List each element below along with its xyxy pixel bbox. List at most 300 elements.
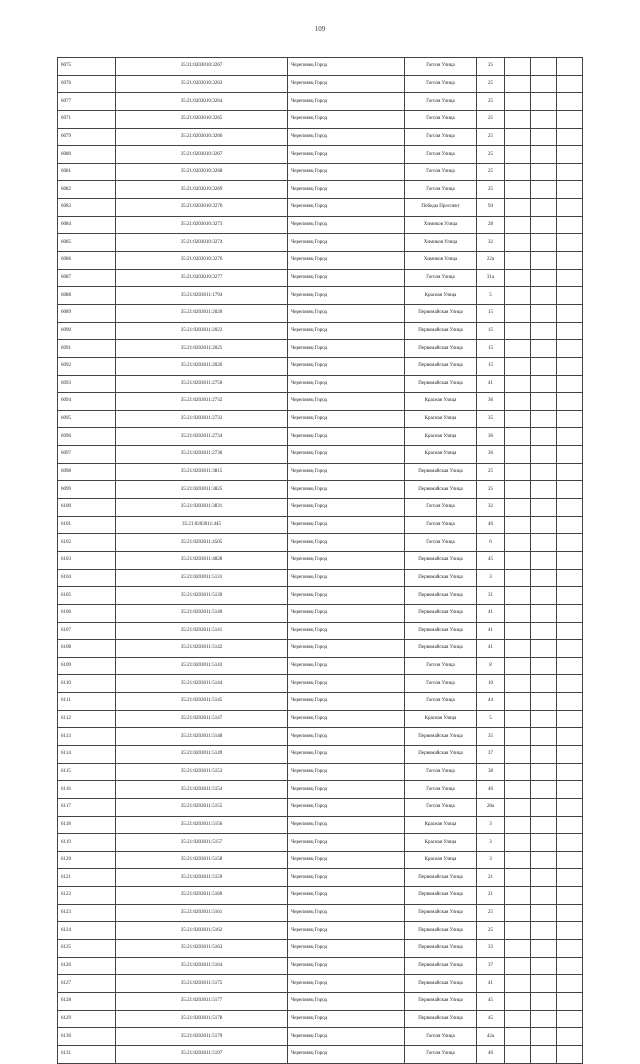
empty-cell	[505, 710, 531, 728]
empty-cell	[557, 957, 583, 975]
cadastral-number-cell: 35:21:0203011:5148	[116, 728, 288, 746]
empty-cell	[505, 446, 531, 464]
house-number-cell: 21	[477, 869, 505, 887]
row-number-cell: 6103	[58, 551, 116, 569]
empty-cell	[557, 304, 583, 322]
cadastral-number-cell: 35:21:0203011:5149	[116, 745, 288, 763]
street-cell: Химиков Улица	[405, 216, 477, 234]
settlement-cell: Череповец Город	[288, 357, 405, 375]
settlement-cell: Череповец Город	[288, 216, 405, 234]
empty-cell	[531, 587, 557, 605]
empty-cell	[531, 269, 557, 287]
settlement-cell: Череповец Город	[288, 992, 405, 1010]
settlement-cell: Череповец Город	[288, 58, 405, 76]
house-number-cell: 5	[477, 287, 505, 305]
empty-cell	[531, 216, 557, 234]
street-cell: Первомайская Улица	[405, 551, 477, 569]
empty-cell	[557, 551, 583, 569]
street-cell: Первомайская Улица	[405, 587, 477, 605]
row-number-cell: 6109	[58, 657, 116, 675]
street-cell: Гоголя Улица	[405, 516, 477, 534]
house-number-cell: 41	[477, 622, 505, 640]
empty-cell	[531, 763, 557, 781]
settlement-cell: Череповец Город	[288, 287, 405, 305]
empty-cell	[505, 234, 531, 252]
page-number: 109	[314, 25, 326, 33]
street-cell: Гоголя Улица	[405, 58, 477, 76]
empty-cell	[505, 481, 531, 499]
empty-cell	[557, 781, 583, 799]
empty-cell	[557, 199, 583, 217]
empty-cell	[531, 1010, 557, 1028]
row-number-cell: 6115	[58, 763, 116, 781]
row-number-cell: 6090	[58, 322, 116, 340]
empty-cell	[557, 410, 583, 428]
house-number-cell: 45	[477, 551, 505, 569]
street-cell: Первомайская Улица	[405, 640, 477, 658]
street-cell: Гоголя Улица	[405, 693, 477, 711]
row-number-cell: 6117	[58, 798, 116, 816]
row-number-cell: 6107	[58, 622, 116, 640]
settlement-cell: Череповец Город	[288, 622, 405, 640]
cadastral-number-cell: 35:21:0203010:3274	[116, 234, 288, 252]
table-body	[58, 58, 583, 1064]
street-cell: Первомайская Улица	[405, 357, 477, 375]
settlement-cell: Череповец Город	[288, 181, 405, 199]
empty-cell	[531, 199, 557, 217]
street-cell: Первомайская Улица	[405, 745, 477, 763]
empty-cell	[531, 904, 557, 922]
settlement-cell: Череповец Город	[288, 569, 405, 587]
settlement-cell: Череповец Город	[288, 640, 405, 658]
empty-cell	[557, 834, 583, 852]
house-number-cell: 31а	[477, 269, 505, 287]
empty-cell	[505, 640, 531, 658]
empty-cell	[557, 181, 583, 199]
empty-cell	[531, 675, 557, 693]
empty-cell	[505, 304, 531, 322]
empty-cell	[531, 851, 557, 869]
cadastral-number-cell: 35:21:0203011:3831	[116, 499, 288, 517]
empty-cell	[505, 922, 531, 940]
empty-cell	[531, 1028, 557, 1046]
cadastral-number-cell: 35:21:0203011:2732	[116, 393, 288, 411]
settlement-cell: Череповец Город	[288, 587, 405, 605]
empty-cell	[505, 781, 531, 799]
empty-cell	[557, 922, 583, 940]
empty-cell	[557, 269, 583, 287]
empty-cell	[505, 357, 531, 375]
table-row	[58, 657, 583, 675]
empty-cell	[505, 499, 531, 517]
house-number-cell: 3	[477, 834, 505, 852]
cadastral-number-cell: 35:21:0203010:3273	[116, 216, 288, 234]
empty-cell	[505, 93, 531, 111]
street-cell: Первомайская Улица	[405, 322, 477, 340]
empty-cell	[557, 146, 583, 164]
empty-cell	[557, 1045, 583, 1063]
settlement-cell: Череповец Город	[288, 869, 405, 887]
cadastral-number-cell: 35:21:0203011:5162	[116, 922, 288, 940]
settlement-cell: Череповец Город	[288, 534, 405, 552]
row-number-cell: 6096	[58, 428, 116, 446]
row-number-cell: 6111	[58, 693, 116, 711]
empty-cell	[531, 940, 557, 958]
empty-cell	[531, 58, 557, 76]
empty-cell	[531, 992, 557, 1010]
table-row	[58, 181, 583, 199]
cadastral-number-cell: 35:21:0203010:3268	[116, 163, 288, 181]
empty-cell	[557, 851, 583, 869]
street-cell: Первомайская Улица	[405, 304, 477, 322]
house-number-cell: 36	[477, 428, 505, 446]
street-cell: Первомайская Улица	[405, 887, 477, 905]
street-cell: Первомайская Улица	[405, 1010, 477, 1028]
table-row	[58, 745, 583, 763]
empty-cell	[557, 110, 583, 128]
empty-cell	[505, 887, 531, 905]
cadastral-number-cell: 35:21:0203010:3265	[116, 110, 288, 128]
settlement-cell: Череповец Город	[288, 710, 405, 728]
table-row	[58, 675, 583, 693]
empty-cell	[531, 516, 557, 534]
row-number-cell: 6093	[58, 375, 116, 393]
empty-cell	[557, 287, 583, 305]
house-number-cell: 22а	[477, 252, 505, 270]
empty-cell	[505, 798, 531, 816]
settlement-cell: Череповец Город	[288, 234, 405, 252]
empty-cell	[531, 287, 557, 305]
table-row	[58, 957, 583, 975]
cadastral-number-cell: 35:21:0203011:5153	[116, 763, 288, 781]
settlement-cell: Череповец Город	[288, 975, 405, 993]
row-number-cell: 6118	[58, 816, 116, 834]
street-cell: Первомайская Улица	[405, 922, 477, 940]
street-cell: Гоголя Улица	[405, 163, 477, 181]
row-number-cell: 6128	[58, 992, 116, 1010]
empty-cell	[505, 463, 531, 481]
empty-cell	[505, 252, 531, 270]
empty-cell	[557, 975, 583, 993]
row-number-cell: 6075	[58, 58, 116, 76]
empty-cell	[531, 569, 557, 587]
house-number-cell: 45	[477, 992, 505, 1010]
house-number-cell: 25	[477, 128, 505, 146]
table-row	[58, 569, 583, 587]
settlement-cell: Череповец Город	[288, 199, 405, 217]
cadastral-number-cell: 35:21:0203010:3276	[116, 252, 288, 270]
table-row	[58, 446, 583, 464]
street-cell: Первомайская Улица	[405, 904, 477, 922]
empty-cell	[557, 499, 583, 517]
empty-cell	[505, 587, 531, 605]
empty-cell	[505, 146, 531, 164]
empty-cell	[557, 728, 583, 746]
empty-cell	[557, 887, 583, 905]
empty-cell	[557, 216, 583, 234]
empty-cell	[557, 428, 583, 446]
empty-cell	[557, 1028, 583, 1046]
street-cell: Гоголя Улица	[405, 657, 477, 675]
house-number-cell: 32	[477, 499, 505, 517]
row-number-cell: 6116	[58, 781, 116, 799]
empty-cell	[557, 992, 583, 1010]
empty-cell	[505, 516, 531, 534]
street-cell: Первомайская Улица	[405, 463, 477, 481]
settlement-cell: Череповец Город	[288, 93, 405, 111]
empty-cell	[505, 163, 531, 181]
row-number-cell: 6091	[58, 340, 116, 358]
empty-cell	[505, 745, 531, 763]
table-row	[58, 604, 583, 622]
empty-cell	[531, 834, 557, 852]
empty-cell	[557, 869, 583, 887]
empty-cell	[557, 234, 583, 252]
row-number-cell: 6100	[58, 499, 116, 517]
street-cell: Красная Улица	[405, 851, 477, 869]
cadastral-number-cell: 35:21:0203010:3267	[116, 146, 288, 164]
empty-cell	[557, 128, 583, 146]
row-number-cell: 6102	[58, 534, 116, 552]
street-cell: Химиков Улица	[405, 252, 477, 270]
cadastral-number-cell: 35:21:0203010:3270	[116, 199, 288, 217]
settlement-cell: Череповец Город	[288, 393, 405, 411]
empty-cell	[505, 534, 531, 552]
row-number-cell: 6106	[58, 604, 116, 622]
empty-cell	[531, 304, 557, 322]
row-number-cell: 6083	[58, 199, 116, 217]
settlement-cell: Череповец Город	[288, 851, 405, 869]
table-row	[58, 816, 583, 834]
house-number-cell: 42а	[477, 1028, 505, 1046]
settlement-cell: Череповец Город	[288, 375, 405, 393]
settlement-cell: Череповец Город	[288, 1045, 405, 1063]
empty-cell	[557, 693, 583, 711]
settlement-cell: Череповец Город	[288, 940, 405, 958]
empty-cell	[557, 58, 583, 76]
row-number-cell: 6087	[58, 269, 116, 287]
house-number-cell: 15	[477, 304, 505, 322]
cadastral-number-cell: 35:21:0203011:5177	[116, 992, 288, 1010]
street-cell: Гоголя Улица	[405, 763, 477, 781]
empty-cell	[505, 693, 531, 711]
row-number-cell: 6127	[58, 975, 116, 993]
empty-cell	[505, 869, 531, 887]
street-cell: Красная Улица	[405, 393, 477, 411]
house-number-cell: 25	[477, 904, 505, 922]
empty-cell	[505, 1045, 531, 1063]
empty-cell	[531, 798, 557, 816]
row-number-cell: 6088	[58, 287, 116, 305]
street-cell: Первомайская Улица	[405, 940, 477, 958]
empty-cell	[531, 534, 557, 552]
row-number-cell: 6125	[58, 940, 116, 958]
table-row	[58, 975, 583, 993]
row-number-cell: 6114	[58, 745, 116, 763]
cadastral-number-cell: 35:21:0203011:5197	[116, 1045, 288, 1063]
settlement-cell: Череповец Город	[288, 410, 405, 428]
empty-cell	[531, 887, 557, 905]
row-number-cell: 6077	[58, 93, 116, 111]
cadastral-number-cell: 35:21:0203011:2750	[116, 375, 288, 393]
house-number-cell: 28а	[477, 798, 505, 816]
row-number-cell: 6122	[58, 887, 116, 905]
table-row	[58, 887, 583, 905]
house-number-cell: 25	[477, 93, 505, 111]
house-number-cell: 94	[477, 199, 505, 217]
house-number-cell: 35	[477, 410, 505, 428]
empty-cell	[557, 252, 583, 270]
empty-cell	[557, 798, 583, 816]
cadastral-number-cell: 35:21:0203011:2733	[116, 410, 288, 428]
settlement-cell: Череповец Город	[288, 781, 405, 799]
empty-cell	[531, 481, 557, 499]
settlement-cell: Череповец Город	[288, 551, 405, 569]
settlement-cell: Череповец Город	[288, 446, 405, 464]
table-row	[58, 428, 583, 446]
empty-cell	[557, 163, 583, 181]
table-row	[58, 693, 583, 711]
table-row	[58, 163, 583, 181]
empty-cell	[505, 75, 531, 93]
street-cell: Гоголя Улица	[405, 798, 477, 816]
empty-cell	[505, 763, 531, 781]
house-number-cell: 28	[477, 216, 505, 234]
table-row	[58, 781, 583, 799]
empty-cell	[505, 851, 531, 869]
empty-cell	[531, 922, 557, 940]
empty-cell	[531, 357, 557, 375]
house-number-cell: 41	[477, 640, 505, 658]
settlement-cell: Череповец Город	[288, 834, 405, 852]
cadastral-number-cell: 35:21:0203011:5144	[116, 675, 288, 693]
street-cell: Первомайская Улица	[405, 569, 477, 587]
cadastral-number-cell: 35:21:0203011:5145	[116, 693, 288, 711]
cadastral-number-cell: 35:21:0203011:5147	[116, 710, 288, 728]
cadastral-number-cell: 35:21:0203011:4828	[116, 551, 288, 569]
settlement-cell: Череповец Город	[288, 887, 405, 905]
row-number-cell: 6124	[58, 922, 116, 940]
settlement-cell: Череповец Город	[288, 322, 405, 340]
street-cell: Гоголя Улица	[405, 269, 477, 287]
empty-cell	[531, 252, 557, 270]
empty-cell	[557, 640, 583, 658]
table-row	[58, 146, 583, 164]
empty-cell	[557, 763, 583, 781]
empty-cell	[531, 975, 557, 993]
table-row	[58, 728, 583, 746]
house-number-cell: 25	[477, 922, 505, 940]
street-cell: Гоголя Улица	[405, 93, 477, 111]
table-row	[58, 375, 583, 393]
house-number-cell: 21	[477, 887, 505, 905]
table-row	[58, 252, 583, 270]
row-number-cell: 6080	[58, 146, 116, 164]
empty-cell	[557, 340, 583, 358]
empty-cell	[557, 446, 583, 464]
empty-cell	[531, 816, 557, 834]
cadastral-number-cell: 35:21:0203011:5164	[116, 957, 288, 975]
table-row	[58, 93, 583, 111]
house-number-cell: 15	[477, 357, 505, 375]
table-row	[58, 481, 583, 499]
table-row	[58, 234, 583, 252]
row-number-cell: 6110	[58, 675, 116, 693]
settlement-cell: Череповец Город	[288, 516, 405, 534]
cadastral-number-cell: 35:21:0203011:5139	[116, 587, 288, 605]
table-row	[58, 587, 583, 605]
table-row	[58, 516, 583, 534]
house-number-cell: 33	[477, 940, 505, 958]
row-number-cell: 6098	[58, 463, 116, 481]
cadastral-number-cell: 35:21:0203011:3825	[116, 481, 288, 499]
empty-cell	[531, 1045, 557, 1063]
settlement-cell: Череповец Город	[288, 904, 405, 922]
house-number-cell: 41	[477, 975, 505, 993]
street-cell: Первомайская Улица	[405, 375, 477, 393]
table-row	[58, 322, 583, 340]
empty-cell	[531, 781, 557, 799]
cadastral-number-cell: 35:21:0203011:3815	[116, 463, 288, 481]
table-row	[58, 340, 583, 358]
house-number-cell: 25	[477, 181, 505, 199]
table-row	[58, 199, 583, 217]
empty-cell	[557, 75, 583, 93]
row-number-cell: 6094	[58, 393, 116, 411]
house-number-cell: 25	[477, 163, 505, 181]
row-number-cell: 6099	[58, 481, 116, 499]
table-row	[58, 798, 583, 816]
settlement-cell: Череповец Город	[288, 693, 405, 711]
house-number-cell: 41	[477, 604, 505, 622]
cadastral-number-cell: 35:21:0203011:5159	[116, 869, 288, 887]
property-register-table	[57, 57, 583, 1064]
table-row	[58, 710, 583, 728]
cadastral-number-cell: 35:21:0203011:2736	[116, 446, 288, 464]
street-cell: Гоголя Улица	[405, 1028, 477, 1046]
empty-cell	[531, 693, 557, 711]
empty-cell	[505, 287, 531, 305]
table-row	[58, 869, 583, 887]
empty-cell	[531, 234, 557, 252]
street-cell: Красная Улица	[405, 446, 477, 464]
settlement-cell: Череповец Город	[288, 604, 405, 622]
house-number-cell: 35	[477, 728, 505, 746]
empty-cell	[557, 393, 583, 411]
street-cell: Первомайская Улица	[405, 992, 477, 1010]
cadastral-number-cell: 35:21:0203010:3263	[116, 75, 288, 93]
street-cell: Гоголя Улица	[405, 499, 477, 517]
house-number-cell: 6	[477, 534, 505, 552]
empty-cell	[531, 75, 557, 93]
cadastral-number-cell: 35:21:0203011:2026	[116, 357, 288, 375]
cadastral-number-cell: 35:21:0203010:3269	[116, 181, 288, 199]
street-cell: Красная Улица	[405, 710, 477, 728]
settlement-cell: Череповец Город	[288, 481, 405, 499]
table-row	[58, 393, 583, 411]
empty-cell	[557, 710, 583, 728]
empty-cell	[531, 604, 557, 622]
empty-cell	[531, 499, 557, 517]
empty-cell	[505, 340, 531, 358]
street-cell: Гоголя Улица	[405, 675, 477, 693]
empty-cell	[505, 428, 531, 446]
house-number-cell: 37	[477, 957, 505, 975]
house-number-cell: 10	[477, 675, 505, 693]
empty-cell	[505, 604, 531, 622]
street-cell: Первомайская Улица	[405, 604, 477, 622]
empty-cell	[557, 357, 583, 375]
